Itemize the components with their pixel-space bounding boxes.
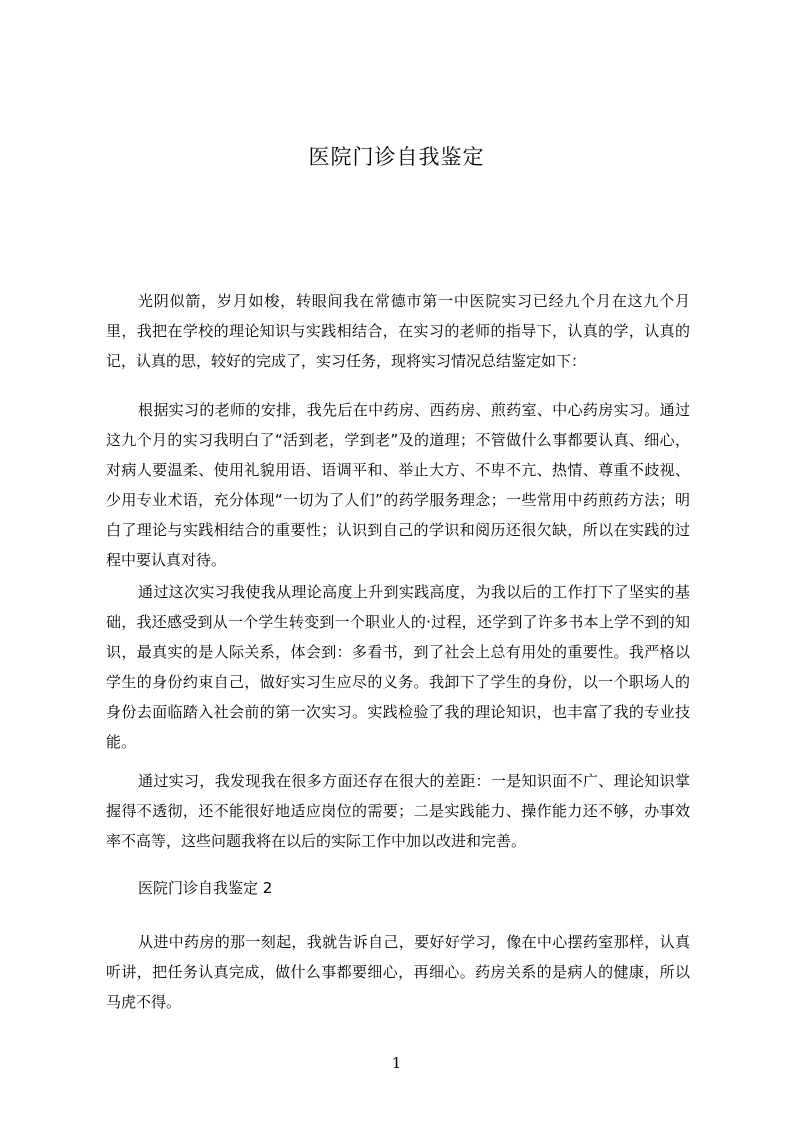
paragraph-1: 光阴似箭，岁月如梭，转眼间我在常德市第一中医院实习已经九个月在这九个月里，我把在学校的理论知识与实践相结合，在实习的老师的指导下，认真的学，认真的记，认真的思，较好的完成了，实习任务，现将实习情况总结鉴定如下： [106, 292, 690, 370]
document-title: 医院门诊自我鉴定 [308, 145, 485, 169]
paragraph-4: 通过实习，我发现我在很多方面还存在很大的差距：一是知识面不广、理论知识掌握得不透彻，还不能很好地适应岗位的需要；二是实践能力、操作能力还不够，办事效率不高等，这些问题我将在以后的实际工作中加以改进和完善。 [106, 772, 690, 850]
paragraph-5: 从进中药房的那一刻起，我就告诉自己，要好好学习，像在中心摆药室那样，认真听讲，把任务认真完成，做什么事都要细心，再细心。药房关系的是病人的健康，所以马虎不得。 [106, 933, 690, 1011]
paragraph-3: 通过这次实习我使我从理论高度上升到实践高度，为我以后的工作打下了坚实的基础，我还感受到从一个学生转变到一个职业人的·过程，还学到了许多书本上学不到的知识，最真实的是人际关系，体会到：多看书，到了社会上总有用处的重要性。我严格以学生的身份约束自己，做好实习生应尽的义务。我卸下了学生的身份，以一个职场人的身份去面临踏入社会前的第一次实习。实践检验了我的理论知识，也丰富了我的专业技能。 [106, 583, 690, 751]
paragraph-2: 根据实习的老师的安排，我先后在中药房、西药房、煎药室、中心药房实习。通过这九个月的实习我明白了“活到老，学到老”及的道理；不管做什么事都要认真、细心，对病人要温柔、使用礼貌用语、语调平和、举止大方、不卑不亢、热情、尊重不歧视、少用专业术语，充分体现“一切为了人们”的药学服务理念；一些常用中药煎药方法；明白了理论与实践相结合的重要性；认识到自己的学识和阅历还很欠缺，所以在实践的过程中要认真对待。 [106, 401, 690, 569]
page-number: 1 [391, 1054, 402, 1072]
section-subheading: 医院门诊自我鉴定 2 [138, 879, 273, 897]
